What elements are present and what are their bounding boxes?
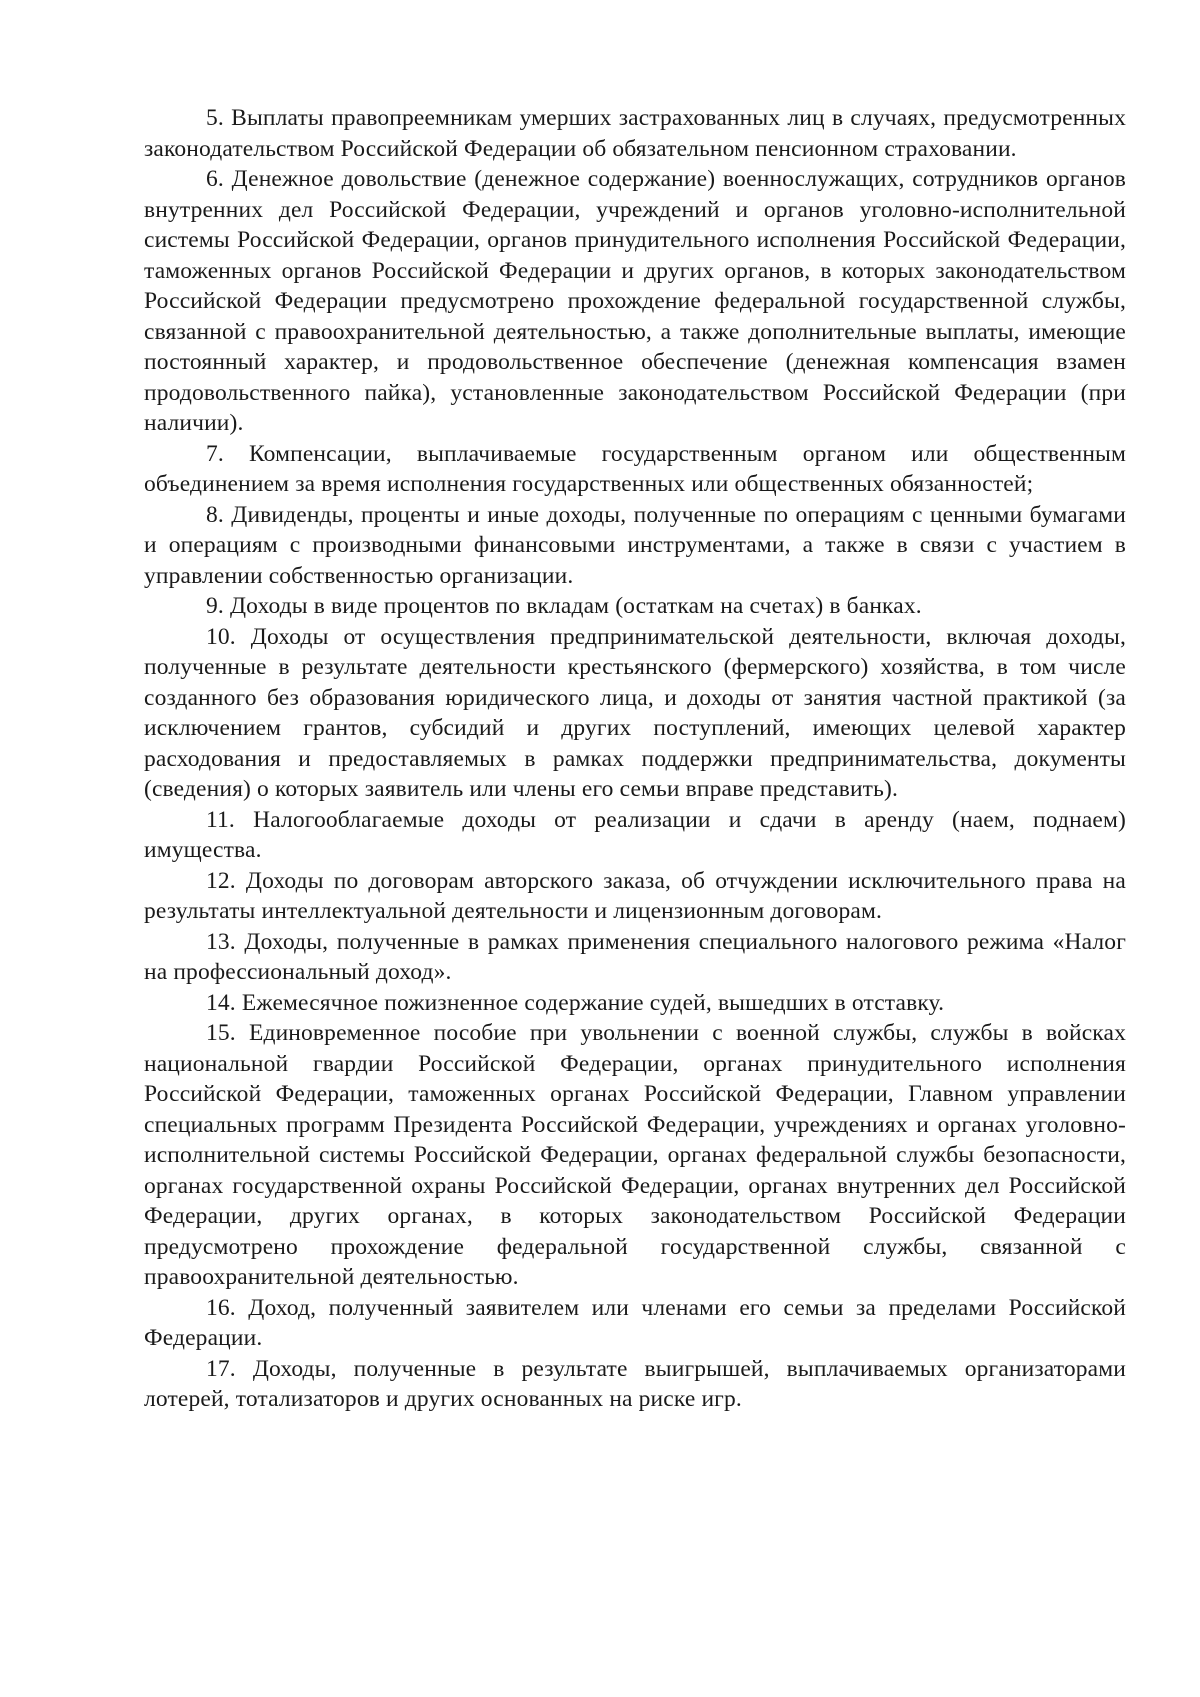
paragraph-6	[144, 164, 1126, 439]
paragraph-number: 6.	[206, 166, 224, 192]
paragraph-text: Дивиденды, проценты и иные доходы, полученные по операциям с ценными бумагами и операциям с производными финансовыми инструментами, а также в связи с участием в управлении собственностью организации.	[144, 501, 1126, 589]
paragraph-number: 17.	[206, 1355, 236, 1382]
paragraph-number: 8.	[206, 501, 224, 528]
paragraph-text: Денежное довольствие (денежное содержание) военнослужащих, сотрудников органов внутренних дел Российской Федерации, учреждений и органов уголовно-исполнительной системы Российской Федерации, органов принудительного исполнения Российской Федерации, таможенных органов Российской Федерации и других органов, в которых законодательством Российской Федерации предусмотрено прохождение федеральной государственной службы, связанной с правоохранительной деятельностью, а также дополнительные выплаты, имеющие постоянный характер, и продовольственное обеспечение (денежная компенсация взамен продовольственного пайка), установленные законодательством Российской Федерации (при наличии).	[144, 166, 1126, 436]
paragraph-8	[144, 500, 1126, 592]
paragraph-10	[144, 622, 1126, 805]
paragraph-5	[144, 103, 1126, 164]
paragraph-number: 9.	[206, 593, 224, 619]
paragraph-number: 16.	[206, 1294, 236, 1321]
paragraph-text: Доходы, полученные в рамках применения специального налогового режима «Налог на профессиональный доход».	[144, 928, 1126, 985]
paragraph-number: 10.	[206, 623, 236, 650]
paragraph-11	[144, 805, 1126, 866]
paragraph-text: Доходы по договорам авторского заказа, об отчуждении исключительного права на результаты интеллектуальной деятельности и лицензионным договорам.	[144, 867, 1126, 924]
paragraph-text: Выплаты правопреемникам умерших застрахованных лиц в случаях, предусмотренных законодательством Российской Федерации об обязательном пенсионном страховании.	[144, 105, 1126, 162]
document-body	[144, 103, 1126, 1415]
paragraph-text: Доходы в виде процентов по вкладам (остаткам на счетах) в банках.	[229, 593, 922, 619]
paragraph-text: Компенсации, выплачиваемые государственным органом или общественным объединением за время исполнения государственных или общественных обязанностей;	[144, 440, 1127, 497]
paragraph-12	[144, 866, 1126, 927]
paragraph-17	[144, 1354, 1126, 1415]
paragraph-text: Доходы от осуществления предпринимательской деятельности, включая доходы, полученные в результате деятельности крестьянского (фермерского) хозяйства, в том числе созданного без образования юридического лица, и доходы от занятия частной практикой (за исключением грантов, субсидий и других поступлений, имеющих целевой характер расходования и предоставляемых в рамках поддержки предпринимательства, документы (сведения) о которых заявитель или члены его семьи вправе представить).	[144, 623, 1126, 802]
paragraph-text: Единовременное пособие при увольнении с военной службы, службы в войсках национальной гвардии Российской Федерации, органах принудительного исполнения Российской Федерации, таможенных органах Российской Федерации, Главном управлении специальных программ Президента Российской Федерации, учреждениях и органах уголовно-исполнительной системы Российской Федерации, органах федеральной службы безопасности, органах государственной охраны Российской Федерации, органах внутренних дел Российской Федерации, других органах, в которых законодательством Российской Федерации предусмотрено прохождение федеральной государственной службы, связанной с правоохранительной деятельностью.	[144, 1020, 1127, 1290]
paragraph-text: Доход, полученный заявителем или членами его семьи за пределами Российской Федерации.	[144, 1294, 1126, 1351]
paragraph-number: 13.	[206, 928, 236, 955]
paragraph-number: 7.	[206, 440, 224, 467]
paragraph-7	[144, 439, 1126, 500]
paragraph-text: Налогооблагаемые доходы от реализации и сдачи в аренду (наем, поднаем) имущества.	[144, 806, 1126, 863]
paragraph-13	[144, 927, 1126, 988]
paragraph-text: Ежемесячное пожизненное содержание судей, вышедших в отставку.	[241, 989, 945, 1016]
paragraph-text: Доходы, полученные в результате выигрышей, выплачиваемых организаторами лотерей, тотализаторов и других основанных на риске игр.	[144, 1355, 1126, 1412]
paragraph-14	[144, 988, 1126, 1019]
paragraph-number: 14.	[206, 989, 236, 1016]
paragraph-15	[144, 1018, 1126, 1293]
paragraph-number: 12.	[206, 867, 236, 894]
paragraph-9	[144, 591, 1126, 622]
paragraph-16	[144, 1293, 1126, 1354]
paragraph-number: 5.	[206, 105, 224, 131]
paragraph-number: 11.	[206, 806, 235, 833]
paragraph-number: 15.	[206, 1020, 236, 1046]
